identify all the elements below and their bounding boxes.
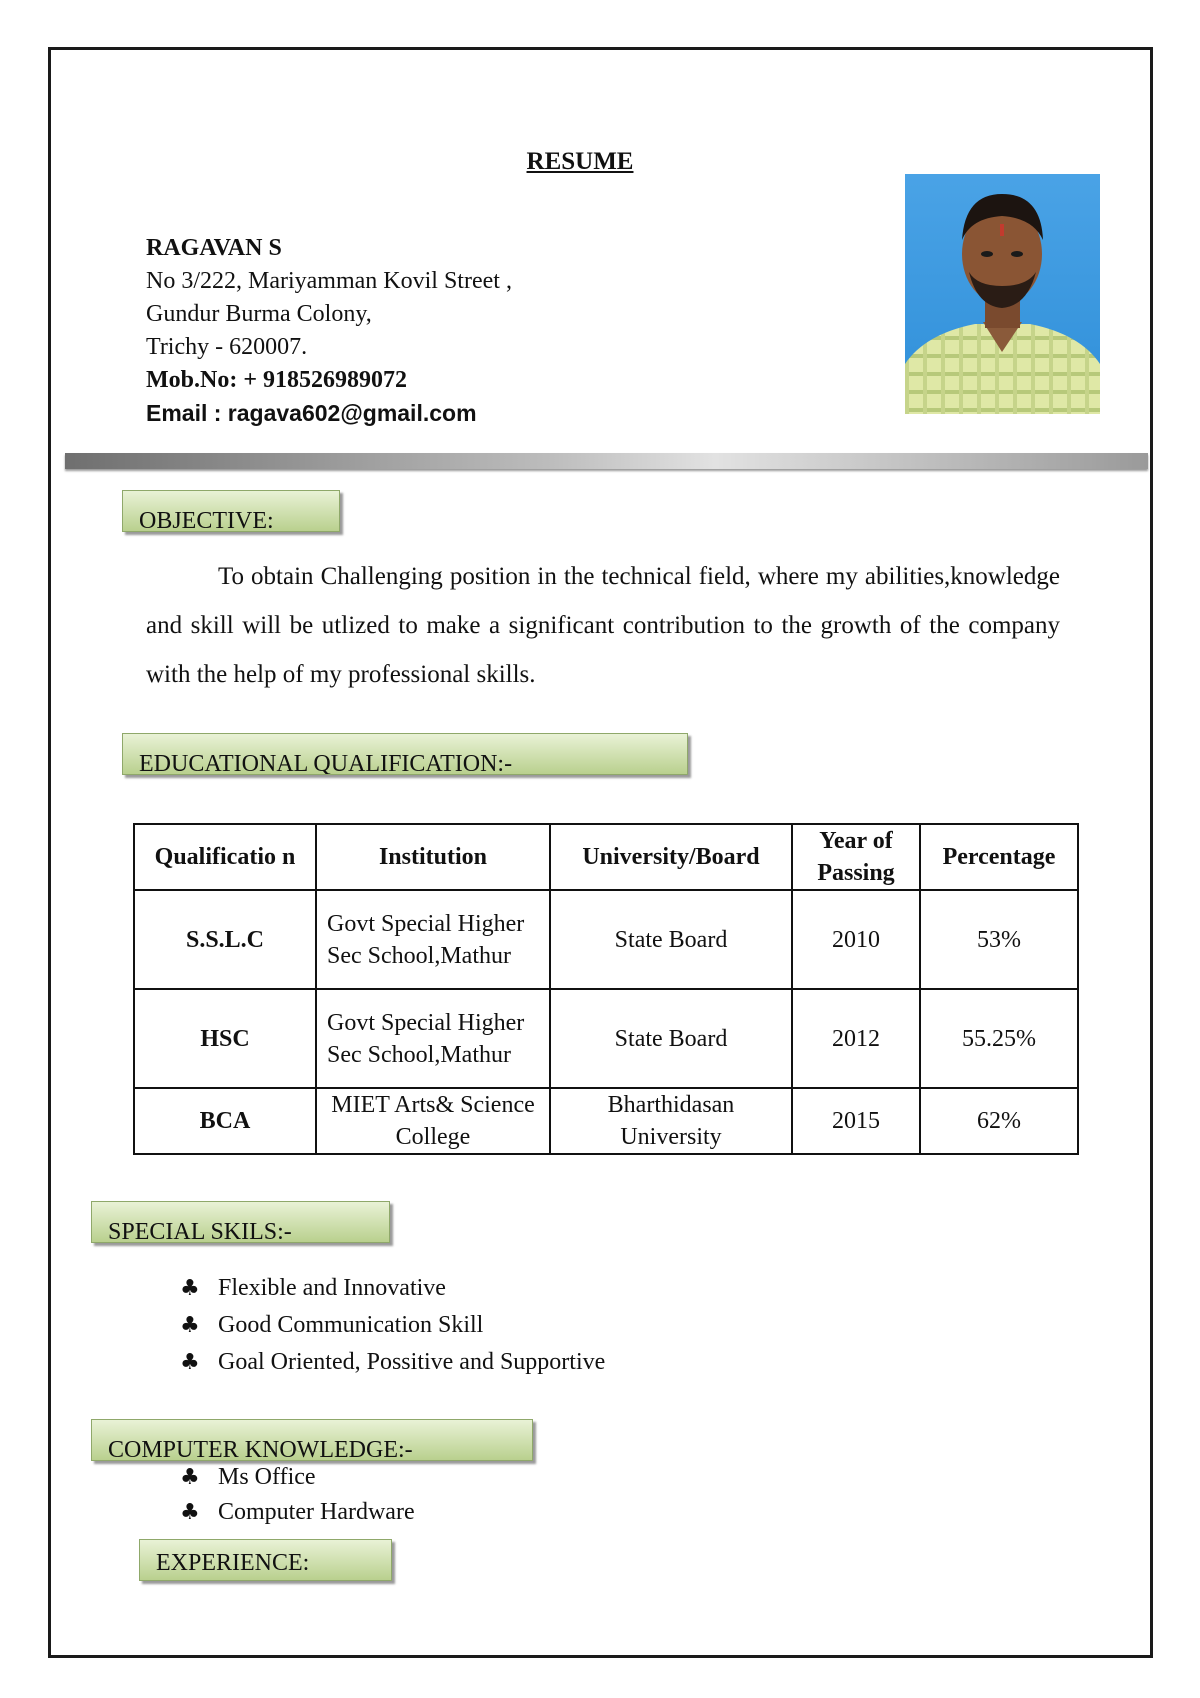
cell-percentage: 53% — [920, 890, 1078, 989]
email-address: Email : ragava602@gmail.com — [146, 400, 477, 426]
section-computer-knowledge: COMPUTER KNOWLEDGE:- — [91, 1419, 533, 1461]
header-university: University/Board — [550, 824, 792, 890]
cell-year: 2015 — [792, 1088, 920, 1154]
list-item — [180, 1460, 415, 1495]
club-bullet-icon: ♣ — [180, 1313, 200, 1338]
candidate-name: RAGAVAN S — [146, 235, 282, 261]
club-bullet-icon: ♣ — [180, 1465, 200, 1490]
header-institution: Institution — [316, 824, 550, 890]
table-row — [134, 989, 1078, 1088]
table-header-row — [134, 824, 1078, 890]
skills-list — [180, 1270, 605, 1381]
cell-qualification: S.S.L.C — [134, 890, 316, 989]
cell-year: 2012 — [792, 989, 920, 1088]
cell-university: State Board — [550, 989, 792, 1088]
table-row — [134, 1088, 1078, 1154]
skill-text: Flexible and Innovative — [218, 1275, 446, 1301]
computer-knowledge-list — [180, 1460, 415, 1530]
list-item — [180, 1344, 605, 1381]
header-percentage: Percentage — [920, 824, 1078, 890]
list-item — [180, 1270, 605, 1307]
header-year: Year of Passing — [792, 824, 920, 890]
section-special-skills: SPECIAL SKILS:- — [91, 1201, 390, 1243]
cell-institution: Govt Special Higher Sec School,Mathur — [316, 890, 550, 989]
section-experience: EXPERIENCE: — [139, 1539, 392, 1581]
cell-year: 2010 — [792, 890, 920, 989]
skill-text: Good Communication Skill — [218, 1312, 484, 1338]
section-objective: OBJECTIVE: — [122, 490, 340, 532]
cell-qualification: BCA — [134, 1088, 316, 1154]
header-divider — [65, 453, 1148, 469]
portrait-illustration — [905, 174, 1100, 414]
contact-block — [146, 232, 512, 430]
address-line-2: Gundur Burma Colony, — [146, 301, 372, 327]
cell-university: Bharthidasan University — [550, 1088, 792, 1154]
table-row — [134, 890, 1078, 989]
profile-photo — [905, 174, 1100, 414]
objective-paragraph: To obtain Challenging position in the technical field, where my abilities,knowledge and skill will be utlized to make a significant contribution to the growth of the company with the help of my professional skills. — [146, 563, 1060, 688]
cell-university: State Board — [550, 890, 792, 989]
cell-institution: MIET Arts& Science College — [316, 1088, 550, 1154]
resume-title: RESUME — [526, 148, 634, 175]
skill-text: Goal Oriented, Possitive and Supportive — [218, 1349, 606, 1375]
list-item — [180, 1495, 415, 1530]
cell-percentage: 55.25% — [920, 989, 1078, 1088]
mobile-number: Mob.No: + 918526989072 — [146, 367, 407, 393]
computer-skill-text: Computer Hardware — [218, 1499, 415, 1525]
cell-institution: Govt Special Higher Sec School,Mathur — [316, 989, 550, 1088]
section-education: EDUCATIONAL QUALIFICATION:- — [122, 733, 688, 775]
club-bullet-icon: ♣ — [180, 1500, 200, 1525]
objective-text — [146, 552, 1060, 699]
cell-percentage: 62% — [920, 1088, 1078, 1154]
header-qualification: Qualificatio n — [134, 824, 316, 890]
education-table — [133, 823, 1079, 1155]
address-line-1: No 3/222, Mariyamman Kovil Street , — [146, 268, 512, 294]
cell-qualification: HSC — [134, 989, 316, 1088]
club-bullet-icon: ♣ — [180, 1350, 200, 1375]
address-line-3: Trichy - 620007. — [146, 334, 308, 360]
club-bullet-icon: ♣ — [180, 1276, 200, 1301]
list-item — [180, 1307, 605, 1344]
computer-skill-text: Ms Office — [218, 1464, 316, 1490]
